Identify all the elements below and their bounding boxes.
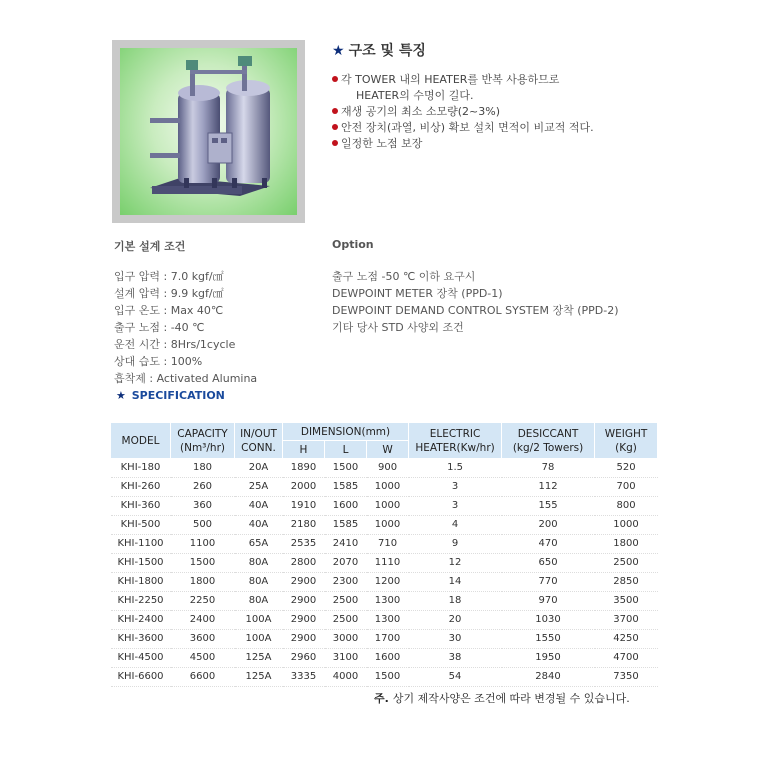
cell-weight: 3700 <box>595 611 658 630</box>
header-inout-line2: CONN. <box>241 441 276 454</box>
cell-inout: 40A <box>235 497 283 516</box>
cell-inout: 125A <box>235 668 283 687</box>
cell-weight: 2500 <box>595 554 658 573</box>
cell-l: 4000 <box>325 668 367 687</box>
spec-title-text: SPECIFICATION <box>131 389 225 402</box>
feature-text: 안전 장치(과열, 비상) 확보 설치 면적이 비교적 적다. <box>341 121 594 134</box>
cell-h: 2180 <box>283 516 325 535</box>
cell-model: KHI-2250 <box>111 592 171 611</box>
header-capacity <box>171 423 235 459</box>
cell-model: KHI-4500 <box>111 649 171 668</box>
cell-weight: 1800 <box>595 535 658 554</box>
header-l: L <box>325 441 367 459</box>
cell-w: 1000 <box>367 497 409 516</box>
cell-weight: 7350 <box>595 668 658 687</box>
cell-inout: 25A <box>235 478 283 497</box>
table-row <box>111 649 658 668</box>
option-line: 출구 노점 -50 ℃ 이하 요구시 <box>332 270 476 283</box>
features-title-text: 구조 및 특징 <box>348 43 426 59</box>
header-weight-line1: WEIGHT <box>604 427 648 440</box>
cell-w: 1700 <box>367 630 409 649</box>
cell-electric: 38 <box>409 649 502 668</box>
feature-item <box>332 104 652 120</box>
cell-desiccant: 112 <box>502 478 595 497</box>
header-desiccant-line2: (kg/2 Towers) <box>512 441 584 454</box>
cell-model: KHI-1500 <box>111 554 171 573</box>
cell-desiccant: 1030 <box>502 611 595 630</box>
cell-capacity: 260 <box>171 478 235 497</box>
header-dimension: DIMENSION(mm) <box>283 423 409 441</box>
footnote-prefix: 주. <box>374 692 389 705</box>
table-row <box>111 478 658 497</box>
cell-h: 2900 <box>283 592 325 611</box>
cell-desiccant: 200 <box>502 516 595 535</box>
cell-capacity: 2250 <box>171 592 235 611</box>
header-desiccant <box>502 423 595 459</box>
cell-l: 2500 <box>325 611 367 630</box>
spec-table <box>110 422 658 687</box>
cell-inout: 125A <box>235 649 283 668</box>
header-capacity-line1: CAPACITY <box>177 427 228 440</box>
cell-h: 2900 <box>283 630 325 649</box>
cell-desiccant: 1950 <box>502 649 595 668</box>
cell-l: 1585 <box>325 478 367 497</box>
cell-model: KHI-360 <box>111 497 171 516</box>
cell-capacity: 1500 <box>171 554 235 573</box>
cell-w: 1000 <box>367 516 409 535</box>
cell-capacity: 3600 <box>171 630 235 649</box>
cell-h: 2535 <box>283 535 325 554</box>
cell-h: 2800 <box>283 554 325 573</box>
feature-item <box>332 72 652 104</box>
header-electric <box>409 423 502 459</box>
option-line: DEWPOINT DEMAND CONTROL SYSTEM 장착 (PPD-2) <box>332 304 619 317</box>
table-row <box>111 573 658 592</box>
table-row <box>111 459 658 478</box>
features-title <box>332 40 426 60</box>
cell-electric: 9 <box>409 535 502 554</box>
cell-weight: 3500 <box>595 592 658 611</box>
cell-model: KHI-3600 <box>111 630 171 649</box>
cell-h: 1910 <box>283 497 325 516</box>
header-weight <box>595 423 658 459</box>
cell-w: 1300 <box>367 611 409 630</box>
cell-capacity: 500 <box>171 516 235 535</box>
cell-model: KHI-260 <box>111 478 171 497</box>
cell-inout: 20A <box>235 459 283 478</box>
cell-capacity: 180 <box>171 459 235 478</box>
cell-weight: 2850 <box>595 573 658 592</box>
cell-electric: 14 <box>409 573 502 592</box>
cell-desiccant: 650 <box>502 554 595 573</box>
star-icon: ★ <box>332 43 345 59</box>
cell-l: 2300 <box>325 573 367 592</box>
option-list <box>332 268 619 336</box>
cell-electric: 4 <box>409 516 502 535</box>
cell-w: 710 <box>367 535 409 554</box>
cell-desiccant: 970 <box>502 592 595 611</box>
cell-model: KHI-1800 <box>111 573 171 592</box>
cell-inout: 80A <box>235 554 283 573</box>
cell-l: 2070 <box>325 554 367 573</box>
features-list <box>332 72 652 152</box>
cell-inout: 40A <box>235 516 283 535</box>
bullet-icon <box>332 108 338 114</box>
cell-weight: 700 <box>595 478 658 497</box>
cell-electric: 3 <box>409 478 502 497</box>
condition-line: 입구 압력 : 7.0 kgf/㎠ <box>114 270 224 283</box>
cell-w: 1000 <box>367 478 409 497</box>
conditions-list <box>114 268 257 387</box>
table-row <box>111 516 658 535</box>
cell-capacity: 1100 <box>171 535 235 554</box>
table-row <box>111 592 658 611</box>
bullet-icon <box>332 76 338 82</box>
cell-capacity: 1800 <box>171 573 235 592</box>
cell-inout: 100A <box>235 630 283 649</box>
bullet-icon <box>332 124 338 130</box>
cell-inout: 65A <box>235 535 283 554</box>
product-photo-frame <box>112 40 305 223</box>
cell-electric: 12 <box>409 554 502 573</box>
cell-electric: 20 <box>409 611 502 630</box>
cell-weight: 1000 <box>595 516 658 535</box>
condition-line: 운전 시간 : 8Hrs/1cycle <box>114 338 236 351</box>
table-row <box>111 668 658 687</box>
feature-text: 각 TOWER 내의 HEATER를 반복 사용하므로 <box>341 73 560 86</box>
cell-capacity: 4500 <box>171 649 235 668</box>
cell-capacity: 2400 <box>171 611 235 630</box>
cell-w: 1110 <box>367 554 409 573</box>
header-model: MODEL <box>111 423 171 459</box>
spec-title <box>116 389 225 402</box>
cell-model: KHI-2400 <box>111 611 171 630</box>
cell-h: 2000 <box>283 478 325 497</box>
table-row <box>111 497 658 516</box>
cell-electric: 54 <box>409 668 502 687</box>
cell-weight: 800 <box>595 497 658 516</box>
cell-h: 3335 <box>283 668 325 687</box>
cell-l: 2410 <box>325 535 367 554</box>
cell-model: KHI-1100 <box>111 535 171 554</box>
footnote-text: 상기 제작사양은 조건에 따라 변경될 수 있습니다. <box>392 692 630 705</box>
table-row <box>111 554 658 573</box>
cell-w: 1600 <box>367 649 409 668</box>
table-row <box>111 535 658 554</box>
air-dryer-illustration <box>120 48 297 215</box>
feature-text: 일정한 노점 보장 <box>341 137 423 150</box>
condition-line: 설계 압력 : 9.9 kgf/㎠ <box>114 287 224 300</box>
feature-text-continued: HEATER의 수명이 길다. <box>356 89 474 102</box>
cell-capacity: 360 <box>171 497 235 516</box>
option-title: Option <box>332 238 374 251</box>
header-w: W <box>367 441 409 459</box>
cell-h: 2900 <box>283 573 325 592</box>
cell-w: 1300 <box>367 592 409 611</box>
cell-desiccant: 1550 <box>502 630 595 649</box>
cell-desiccant: 2840 <box>502 668 595 687</box>
table-row <box>111 611 658 630</box>
header-electric-line1: ELECTRIC <box>429 427 481 440</box>
condition-line: 흡착제 : Activated Alumina <box>114 372 258 385</box>
cell-model: KHI-6600 <box>111 668 171 687</box>
cell-w: 1500 <box>367 668 409 687</box>
bullet-icon <box>332 140 338 146</box>
cell-inout: 100A <box>235 611 283 630</box>
cell-electric: 18 <box>409 592 502 611</box>
cell-weight: 4700 <box>595 649 658 668</box>
cell-h: 2960 <box>283 649 325 668</box>
spec-table-body <box>111 459 658 687</box>
option-line: 기타 당사 STD 사양외 조건 <box>332 321 464 334</box>
cell-h: 2900 <box>283 611 325 630</box>
cell-l: 1500 <box>325 459 367 478</box>
cell-weight: 4250 <box>595 630 658 649</box>
conditions-title: 기본 설계 조건 <box>114 240 186 253</box>
condition-line: 상대 습도 : 100% <box>114 355 203 368</box>
cell-electric: 30 <box>409 630 502 649</box>
condition-line: 출구 노점 : -40 ℃ <box>114 321 205 334</box>
footnote <box>374 690 630 706</box>
feature-item <box>332 136 652 152</box>
cell-l: 1585 <box>325 516 367 535</box>
header-inout-line1: IN/OUT <box>240 427 277 440</box>
header-capacity-line2: (Nm³/hr) <box>180 441 225 454</box>
option-line: DEWPOINT METER 장착 (PPD-1) <box>332 287 503 300</box>
header-desiccant-line1: DESICCANT <box>517 427 579 440</box>
cell-electric: 1.5 <box>409 459 502 478</box>
cell-desiccant: 155 <box>502 497 595 516</box>
header-electric-line2: HEATER(Kw/hr) <box>415 441 495 454</box>
cell-w: 900 <box>367 459 409 478</box>
cell-capacity: 6600 <box>171 668 235 687</box>
star-icon: ★ <box>116 389 126 402</box>
product-photo <box>120 48 297 215</box>
cell-desiccant: 470 <box>502 535 595 554</box>
header-h: H <box>283 441 325 459</box>
header-weight-line2: (Kg) <box>615 441 637 454</box>
feature-item <box>332 120 652 136</box>
cell-l: 3000 <box>325 630 367 649</box>
table-row <box>111 630 658 649</box>
cell-weight: 520 <box>595 459 658 478</box>
cell-model: KHI-180 <box>111 459 171 478</box>
cell-model: KHI-500 <box>111 516 171 535</box>
cell-desiccant: 78 <box>502 459 595 478</box>
cell-inout: 80A <box>235 592 283 611</box>
cell-w: 1200 <box>367 573 409 592</box>
cell-electric: 3 <box>409 497 502 516</box>
cell-desiccant: 770 <box>502 573 595 592</box>
header-inout <box>235 423 283 459</box>
cell-l: 3100 <box>325 649 367 668</box>
condition-line: 입구 온도 : Max 40℃ <box>114 304 224 317</box>
cell-l: 2500 <box>325 592 367 611</box>
cell-h: 1890 <box>283 459 325 478</box>
cell-inout: 80A <box>235 573 283 592</box>
cell-l: 1600 <box>325 497 367 516</box>
feature-text: 재생 공기의 최소 소모량(2~3%) <box>341 105 500 118</box>
